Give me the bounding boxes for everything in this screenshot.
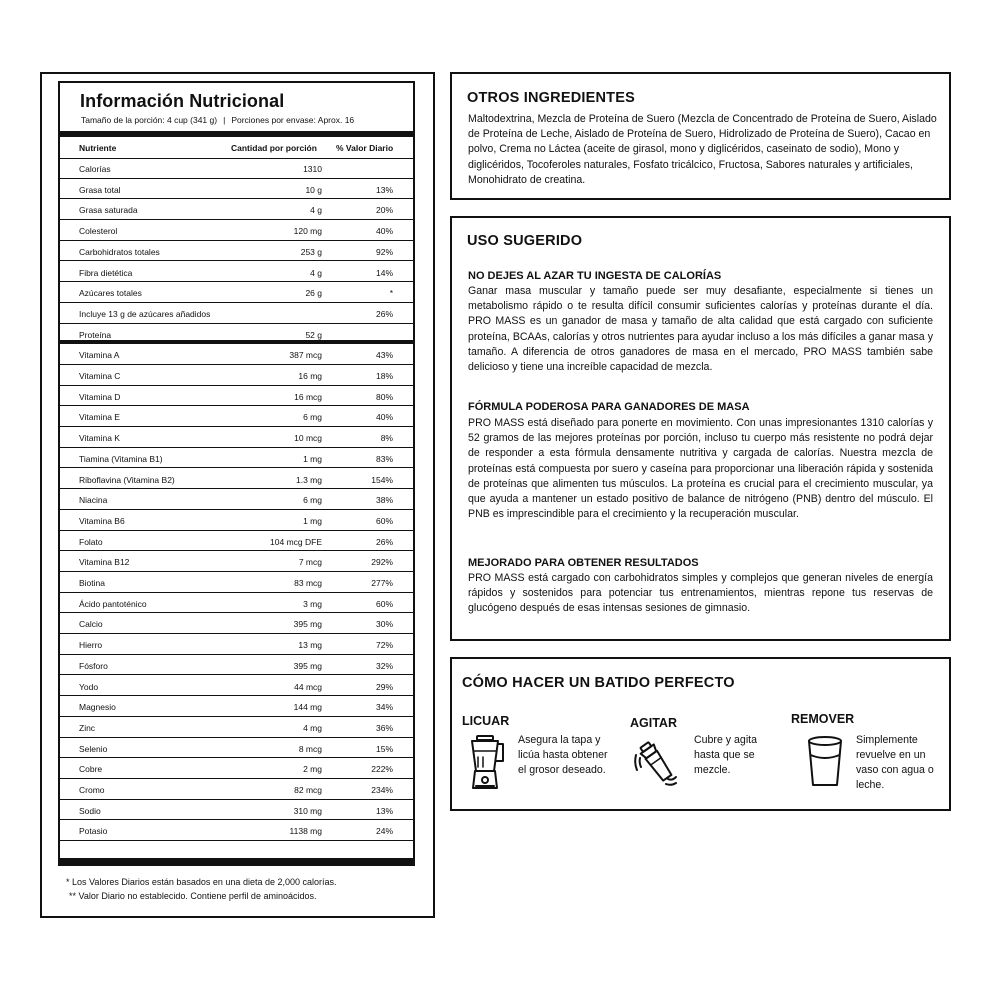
- nutrient-row: [60, 655, 413, 676]
- nutrient-row: [60, 199, 413, 220]
- nutrient-name: Vitamina D: [79, 391, 121, 402]
- nutrient-amount: 1 mg: [303, 515, 322, 526]
- nutrient-daily-value: 26%: [375, 536, 393, 547]
- formula-text: PRO MASS está diseñado para ponerte en movimiento. Con unas impresionantes 1310 calorías y 52 gramos de las mejores proteínas por porción, incluso tu cuerpo más resistente no podrá dejar de responder a esta fórmula densamente nutritiva y cargada de calorías. Nuestra mezcla de proteínas está compuesta por suero y caseína para proporcionar una liberación rápida y sostenida de proteínas que alimenten tus músculos. La proteína es crucial para el crecimiento muscular, ya que ayuda a mantener un estado positivo de balance de nitrógeno (PNB) dentro del músculo. El PNB es imprescindible para el crecimiento y la recuperación muscular.: [468, 417, 933, 521]
- nutrient-amount: 16 mcg: [294, 391, 322, 402]
- nutrient-daily-value: 40%: [375, 226, 393, 237]
- nutrient-daily-value: 8%: [380, 433, 393, 444]
- nutrient-daily-value: 80%: [375, 391, 393, 402]
- nutrient-daily-value: 60%: [375, 598, 393, 609]
- nutrient-name: Calcio: [79, 619, 103, 630]
- nutrient-amount: 387 mcg: [289, 350, 322, 361]
- nutrient-daily-value: 32%: [375, 660, 393, 671]
- nutrition-facts-label: [58, 81, 415, 866]
- suggested-use-title: USO SUGERIDO: [467, 233, 583, 249]
- nutrient-row: [60, 344, 413, 365]
- nutrient-daily-value: 13%: [375, 805, 393, 816]
- nutrient-amount: 6 mg: [303, 412, 322, 423]
- step-blend-title: LICUAR: [462, 714, 510, 728]
- nutrient-amount: 120 mg: [293, 226, 322, 237]
- nutrient-name: Cromo: [79, 785, 105, 795]
- nutrient-amount: 8 mcg: [298, 743, 322, 754]
- step-shake-title: AGITAR: [630, 716, 677, 730]
- nutrient-row: [60, 510, 413, 531]
- nutrient-amount: 13 mg: [298, 640, 322, 651]
- nutrition-facts-panel: [40, 72, 435, 918]
- nutrient-daily-value: 24%: [375, 826, 393, 837]
- nutrient-daily-value: 72%: [375, 640, 393, 651]
- nutrient-row: [60, 758, 413, 779]
- header-nutrient: Nutriente: [79, 143, 117, 153]
- nutrient-daily-value: 154%: [371, 474, 393, 485]
- formula-heading: FÓRMULA PODEROSA PARA GANADORES DE MASA: [468, 401, 750, 413]
- nutrient-amount: 1.3 mg: [296, 474, 322, 485]
- serving-separator: |: [223, 115, 226, 125]
- nutrient-daily-value: 222%: [371, 764, 393, 775]
- step-shake-text: Cubre y agita hasta que se mezcle.: [694, 734, 758, 776]
- nutrient-row: [60, 282, 413, 303]
- nutrient-row: [60, 303, 413, 324]
- nutrient-daily-value: 92%: [375, 246, 393, 257]
- shaker-icon: [632, 737, 678, 787]
- nutrient-daily-value: 40%: [375, 412, 393, 423]
- footnote-not-established: ** Valor Diario no establecido. Contiene perfil de aminoácidos.: [69, 891, 317, 901]
- nutrient-row: [60, 241, 413, 262]
- nutrient-name: Biotina: [79, 578, 105, 588]
- nutrient-name: Grasa total: [79, 184, 121, 195]
- nutrient-daily-value: 29%: [375, 681, 393, 692]
- nutrient-name: Grasa saturada: [79, 205, 138, 216]
- nutrient-amount: 2 mg: [303, 764, 322, 775]
- nutrient-row: [60, 634, 413, 655]
- nutrient-name: Vitamina E: [79, 412, 120, 423]
- nutrient-amount: 83 mcg: [294, 578, 322, 588]
- nutrient-daily-value: 15%: [375, 743, 393, 754]
- nutrition-table-header: [60, 137, 413, 159]
- other-ingredients-title: OTROS INGREDIENTES: [467, 90, 635, 106]
- nutrient-daily-value: 26%: [375, 308, 393, 319]
- nutrient-amount: 82 mcg: [294, 785, 322, 795]
- nutrient-row: [60, 676, 413, 697]
- other-ingredients-text: Maltodextrina, Mezcla de Proteína de Suero (Mezcla de Concentrado de Proteína de Suero, Aislado de Proteína de Leche, Aislado de Proteína de Suero, Hidrolizado de Proteína de Suero), Cacao en polvo, Crema no Láctea (aceite de girasol, mono y diglicéridos, caseinato de sodio), Mono y diglicéridos, Tocoferoles naturales, Fosfato tricálcico, Fructosa, Sabores naturales y artificiales, Monohidrato de creatina.: [468, 113, 937, 186]
- shake-title: CÓMO HACER UN BATIDO PERFECTO: [462, 675, 735, 691]
- nutrient-row: [60, 696, 413, 717]
- nutrient-amount: 6 mg: [303, 495, 322, 506]
- nutrient-row: [60, 820, 413, 841]
- nutrient-name: Selenio: [79, 743, 108, 754]
- nutrient-daily-value: 20%: [375, 205, 393, 216]
- nutrient-daily-value: 13%: [375, 184, 393, 195]
- results-text: PRO MASS está cargado con carbohidratos simples y complejos que generan niveles de energía rápidos y sostenidos para potenciar tus entrenamientos, mientras repone tus reservas de glucógeno después de esas intensas sesiones de gimnasio.: [468, 572, 933, 615]
- nutrient-amount: 4 mg: [303, 722, 322, 733]
- nutrient-daily-value: 277%: [371, 578, 393, 588]
- nutrient-amount: 4 g: [310, 267, 322, 278]
- nutrient-name: Yodo: [79, 681, 99, 692]
- nutrient-row: [60, 489, 413, 510]
- nutrient-row: [60, 572, 413, 593]
- nutrient-row: [60, 365, 413, 386]
- nutrient-name: Colesterol: [79, 226, 118, 237]
- nutrient-daily-value: *: [389, 288, 393, 299]
- nutrient-amount: 395 mg: [293, 619, 322, 630]
- nutrient-daily-value: 36%: [375, 722, 393, 733]
- nutrient-name: Azúcares totales: [79, 288, 142, 299]
- nutrient-row: [60, 469, 413, 490]
- nutrient-amount: 7 mcg: [298, 557, 322, 568]
- nutrient-daily-value: 14%: [375, 267, 393, 278]
- serving-info: [81, 115, 354, 125]
- nutrient-amount: 1138 mg: [289, 826, 322, 837]
- nutrient-row: [60, 448, 413, 469]
- nutrient-daily-value: 83%: [375, 453, 393, 464]
- step-blend-text: Asegura la tapa y licúa hasta obtener el grosor deseado.: [518, 734, 608, 776]
- nutrient-row: [60, 179, 413, 200]
- nutrient-row: [60, 779, 413, 800]
- nutrient-amount: 4 g: [310, 205, 322, 216]
- footnote-daily-values: * Los Valores Diarios están basados en una dieta de 2,000 calorías.: [66, 877, 337, 887]
- glass-icon: [806, 735, 844, 789]
- nutrient-name: Vitamina B6: [79, 515, 125, 526]
- results-heading: MEJORADO PARA OBTENER RESULTADOS: [468, 557, 699, 569]
- nutrient-amount: 26 g: [305, 288, 322, 299]
- nutrient-name: Vitamina B12: [79, 557, 130, 568]
- nutrient-name: Magnesio: [79, 702, 116, 713]
- header-daily-value: % Valor Diario: [336, 143, 394, 153]
- nutrient-row: [60, 220, 413, 241]
- other-ingredients-panel: [450, 72, 951, 200]
- nutrient-amount: 10 g: [305, 184, 322, 195]
- nutrient-name: Vitamina K: [79, 433, 120, 444]
- nutrient-name: Sodio: [79, 805, 101, 816]
- nutrient-row: [60, 406, 413, 427]
- nutrition-title: Información Nutricional: [80, 91, 285, 111]
- nutrient-name: Folato: [79, 536, 103, 547]
- nutrient-name: Fibra dietética: [79, 267, 133, 278]
- suggested-use-panel: [450, 216, 951, 641]
- nutrient-row: [60, 531, 413, 552]
- nutrient-name: Zinc: [79, 722, 96, 733]
- nutrient-name: Vitamina A: [79, 350, 120, 361]
- nutrient-name: Proteína: [79, 329, 112, 340]
- nutrient-daily-value: 43%: [375, 350, 393, 361]
- nutrient-amount: 144 mg: [293, 702, 322, 713]
- nutrient-amount: 310 mg: [293, 805, 322, 816]
- nutrient-name: Incluye 13 g de azúcares añadidos: [79, 308, 211, 319]
- step-stir-title: REMOVER: [791, 712, 855, 726]
- serving-size: Tamaño de la porción: 4 cup (341 g): [81, 115, 218, 125]
- step-stir-text: Simplemente revuelve en un vaso con agua o leche.: [856, 734, 934, 791]
- nutrient-amount: 3 mg: [303, 598, 322, 609]
- nutrition-bottom-rule: [60, 858, 413, 864]
- nutrient-row: [60, 158, 413, 179]
- nutrient-row: [60, 551, 413, 572]
- nutrient-daily-value: 60%: [375, 515, 393, 526]
- nutrient-amount: 16 mg: [298, 371, 322, 381]
- blender-icon: [464, 733, 506, 793]
- nutrient-row: [60, 717, 413, 738]
- servings-per-container: Porciones por envase: Aprox. 16: [231, 115, 355, 125]
- calories-heading: NO DEJES AL AZAR TU INGESTA DE CALORÍAS: [468, 270, 722, 282]
- nutrient-name: Hierro: [79, 640, 103, 651]
- nutrient-daily-value: 292%: [371, 557, 393, 568]
- nutrient-name: Tiamina (Vitamina B1): [79, 453, 163, 464]
- nutrient-amount: 104 mcg DFE: [270, 536, 322, 547]
- nutrient-amount: 253 g: [300, 246, 322, 257]
- nutrient-name: Cobre: [79, 764, 103, 775]
- calories-text: Ganar masa muscular y tamaño puede ser muy desafiante, especialmente si tienes un metabolismo rápido o te resulta difícil consumir suficientes calorías y proteínas durante el día. PRO MASS es un ganador de masa y tamaño de alta calidad que está cargado con suficiente proteína, BCAAs, calorías y otros nutrientes para ayudar incluso a los más difíciles a ganar masa y tamaño. A diferencia de otros ganadores de masa en el mercado, PRO MASS también sabe delicioso y tiene una increíble capacidad de mezcla.: [468, 285, 933, 374]
- nutrient-amount: 44 mcg: [294, 681, 322, 692]
- nutrient-name: Niacina: [79, 495, 108, 506]
- nutrient-row: [60, 324, 413, 345]
- nutrient-row: [60, 800, 413, 821]
- nutrient-row: [60, 738, 413, 759]
- nutrient-amount: 1310: [303, 164, 322, 174]
- nutrient-amount: 52 g: [305, 329, 322, 340]
- nutrient-amount: 395 mg: [293, 660, 322, 671]
- nutrient-row: [60, 613, 413, 634]
- nutrient-name: Fósforo: [79, 660, 108, 671]
- nutrient-name: Riboflavina (Vitamina B2): [79, 474, 175, 485]
- nutrient-name: Ácido pantoténico: [79, 598, 147, 609]
- nutrient-row: [60, 386, 413, 407]
- nutrient-daily-value: 34%: [375, 702, 393, 713]
- shake-instructions-panel: [450, 657, 951, 811]
- nutrient-amount: 10 mcg: [294, 433, 322, 444]
- nutrient-daily-value: 38%: [375, 495, 393, 506]
- nutrient-row: [60, 593, 413, 614]
- nutrient-daily-value: 18%: [375, 371, 393, 381]
- nutrient-daily-value: 234%: [371, 785, 393, 795]
- nutrient-name: Calorías: [79, 164, 111, 174]
- nutrient-name: Potasio: [79, 826, 108, 837]
- nutrient-daily-value: 30%: [375, 619, 393, 630]
- header-amount: Cantidad por porción: [231, 143, 317, 153]
- nutrient-amount: 1 mg: [303, 453, 322, 464]
- nutrient-name: Vitamina C: [79, 371, 121, 381]
- nutrient-row: [60, 427, 413, 448]
- nutrient-row: [60, 262, 413, 283]
- nutrient-name: Carbohidratos totales: [79, 246, 160, 257]
